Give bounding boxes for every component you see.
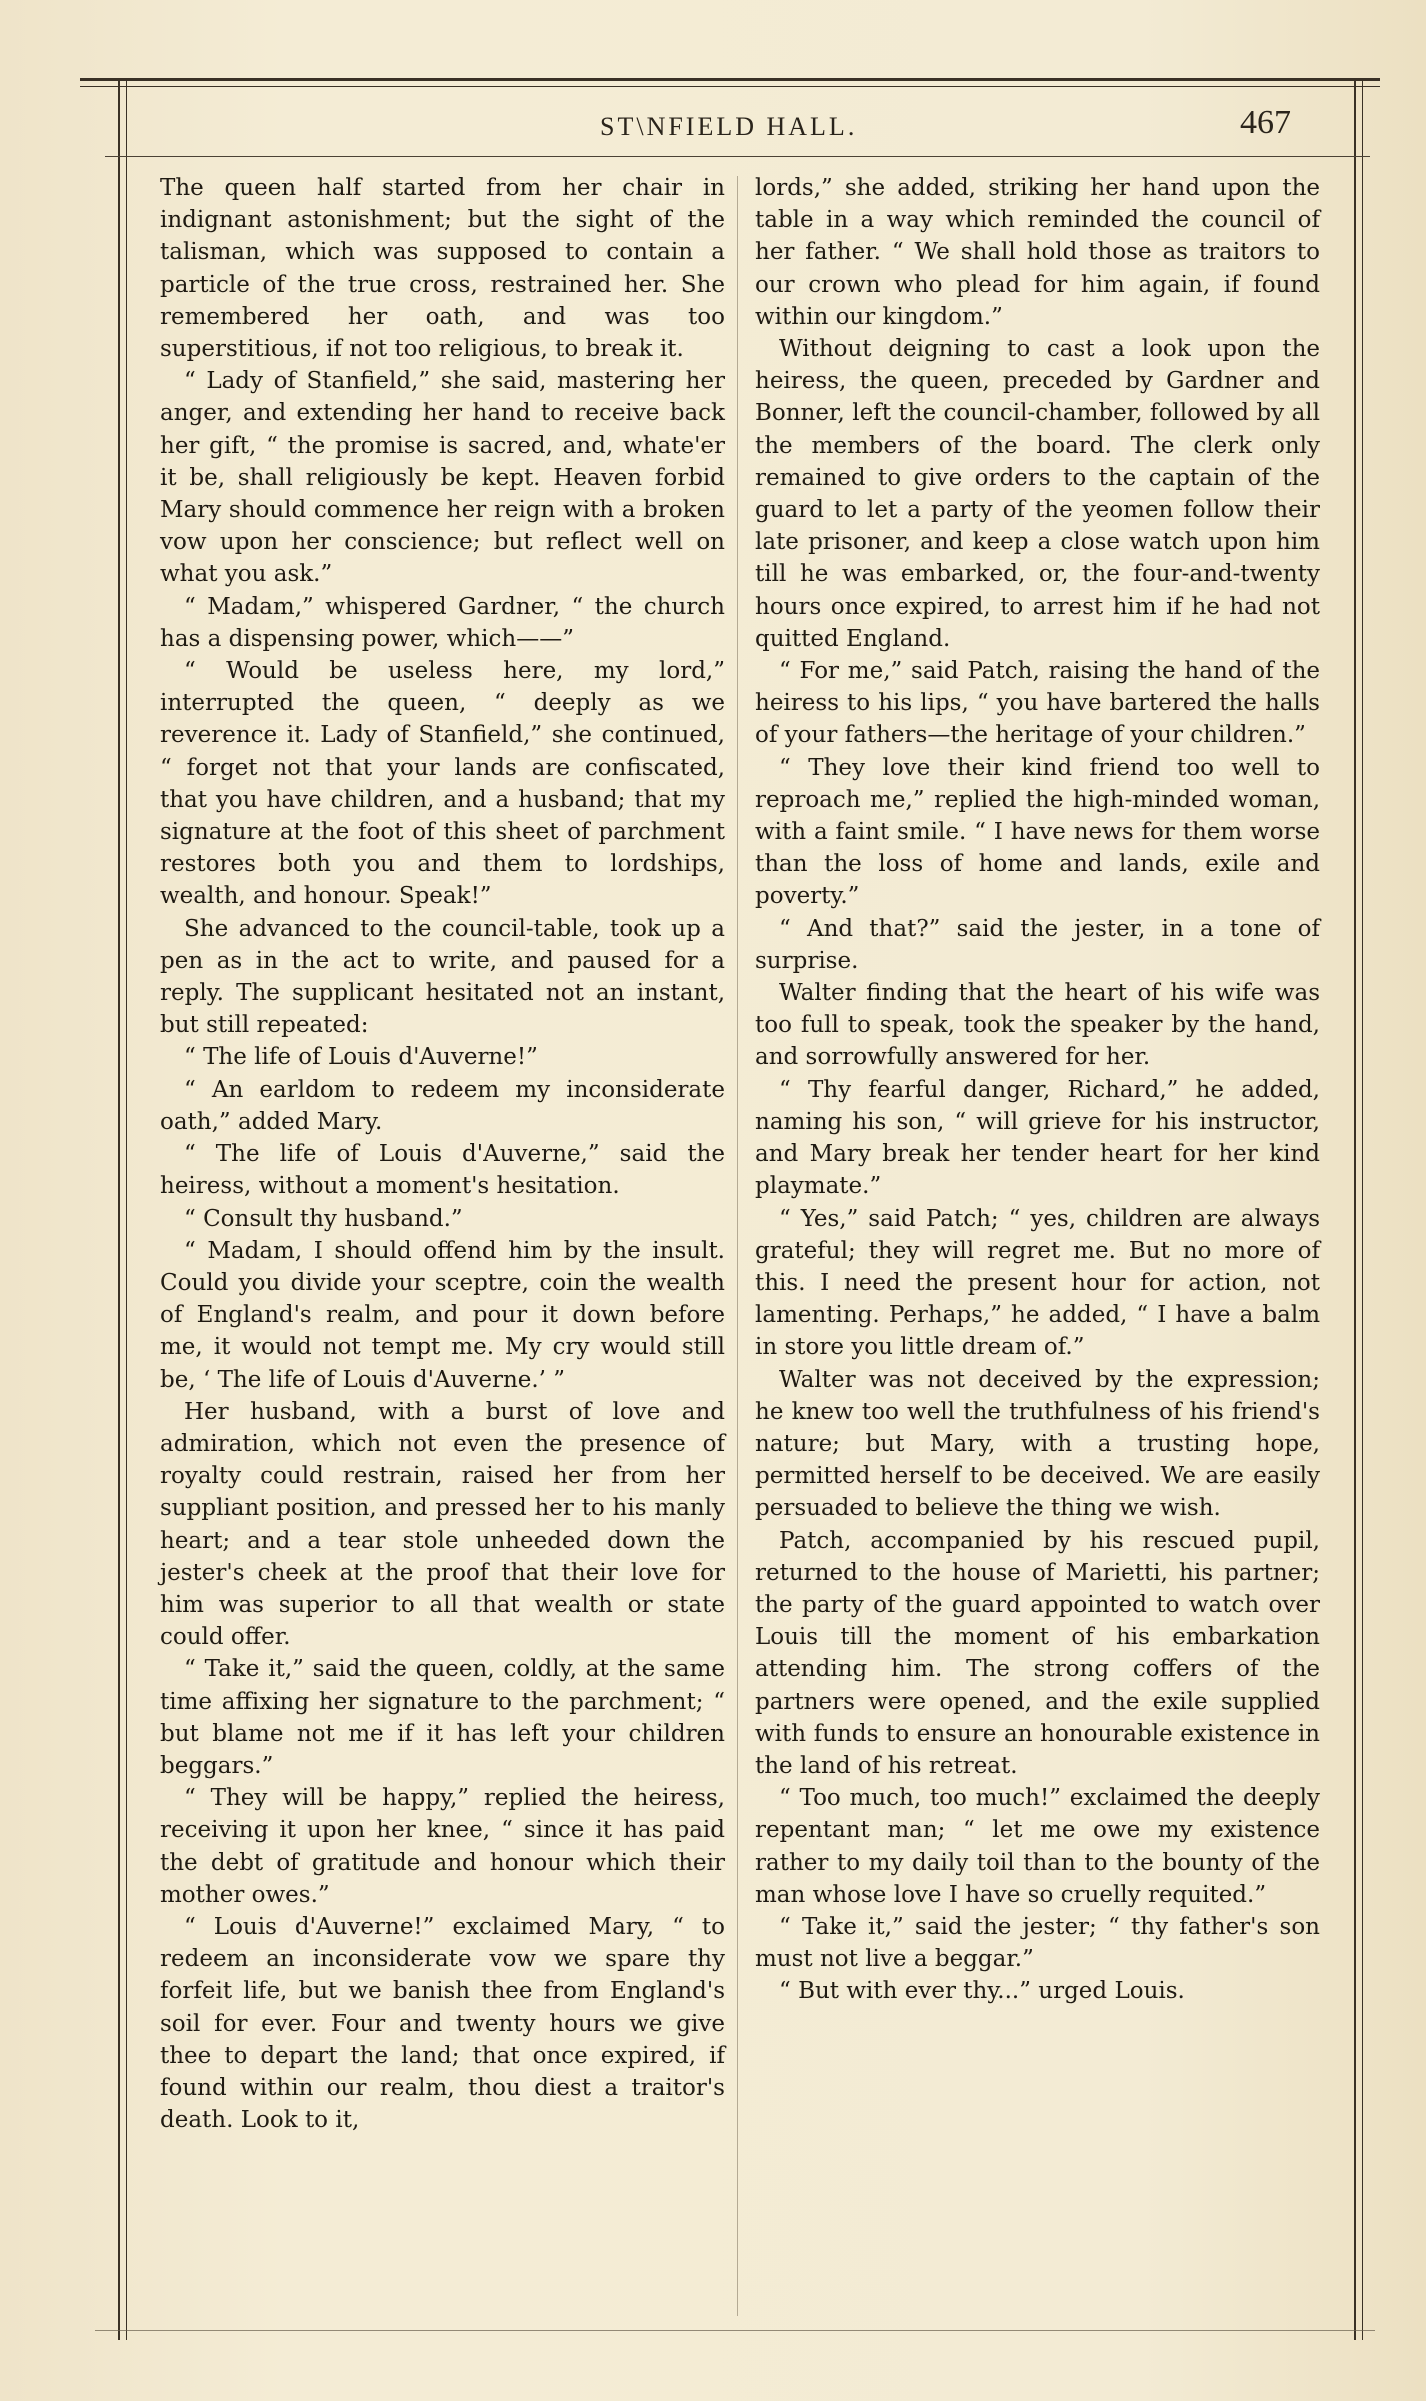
- paragraph: “ Yes,” said Patch; “ yes, children are always grateful; they will regret me. But no more of this. I need the present hour for action, not lamenting. Perhaps,” he added, “ I have a balm in store you little dream of.”: [755, 1205, 1320, 1361]
- paragraph: “ Louis d'Auverne!” exclaimed Mary, “ to redeem an inconsiderate vow we spare thy forfeit life, but we banish thee from England's soil for ever. Four and twenty hours we give thee to depart the land; that once expired, if found within our realm, thou diest a traitor's death. Look to it,: [160, 1913, 725, 2134]
- page-number: 467: [1240, 104, 1291, 141]
- paragraph: “ They will be happy,” replied the heiress, receiving it upon her knee, “ since it has paid the debt of gratitude and honour which their mother owes.”: [160, 1785, 725, 1908]
- paragraph: “ Take it,” said the queen, coldly, at the same time affixing her signature to the parchment; “ but blame not me if it has left your children beggars.”: [160, 1656, 725, 1779]
- running-title: ST\NFIELD HALL.: [600, 112, 858, 141]
- paragraph: Walter was not deceived by the expression; he knew too well the truthfulness of his friend's nature; but Mary, with a trusting hope, permitted herself to be deceived. We are easily persuaded to believe the thing we wish.: [755, 1366, 1320, 1522]
- paragraph: “ For me,” said Patch, raising the hand of the heiress to his lips, “ you have bartered the halls of your fathers—the heritage of your children.”: [755, 658, 1320, 749]
- paragraph: “ Thy fearful danger, Richard,” he added, naming his son, “ will grieve for his instructor, and Mary break her tender heart for her kind playmate.”: [755, 1076, 1320, 1200]
- paragraph: “ Too much, too much!” exclaimed the deeply repentant man; “ let me owe my existence rather to my daily toil than to the bounty of the man whose love I have so cruelly requited.”: [755, 1785, 1320, 1908]
- paragraph: lords,” she added, striking her hand upon the table in a way which reminded the council of her father. “ We shall hold those as traitors to our crown who plead for him again, if found within our kingdom.”: [755, 175, 1320, 330]
- paragraph: “ They love their kind friend too well to reproach me,” replied the high-minded woman, with a faint smile. “ I have news for them worse than the loss of home and lands, exile and poverty.”: [755, 754, 1320, 910]
- paragraph: “ Would be useless here, my lord,” interrupted the queen, “ deeply as we reverence it. Lady of Stanfield,” she continued, “ forget not that your lands are confiscated, that you have children, and a husband; that my signature at the foot of this sheet of parchment restores both you and them to lordships, wealth, and honour. Speak!”: [160, 658, 725, 910]
- left-column: [160, 172, 725, 2136]
- paragraph: The queen half started from her chair in indignant astonishment; but the sight of the talisman, which was supposed to contain a particle of the true cross, restrained her. She remembered her oath, and was too superstitious, if not too religious, to break it.: [160, 175, 725, 363]
- paragraph: “ Madam, I should offend him by the insult. Could you divide your sceptre, coin the wealth of England's realm, and pour it down before me, it would not tempt me. My cry would still be, ‘ The life of Louis d'Auverne.’ ”: [160, 1237, 725, 1393]
- paragraph: “ Madam,” whispered Gardner, “ the church has a dispensing power, which——”: [160, 593, 725, 652]
- column-divider: [737, 176, 738, 2316]
- right-border: [1354, 80, 1356, 2340]
- right-border-thin: [1362, 80, 1363, 2340]
- paragraph: She advanced to the council-table, took up a pen as in the act to write, and paused for a reply. The supplicant hesitated not an instant, but still repeated:: [160, 915, 725, 1039]
- left-border-thin: [126, 80, 127, 2340]
- paragraph: “ The life of Louis d'Auverne!”: [184, 1044, 538, 1071]
- paragraph: Walter finding that the heart of his wife was too full to speak, took the speaker by the hand, and sorrowfully answered for her.: [755, 980, 1320, 1071]
- paragraph: Patch, accompanied by his rescued pupil, returned to the house of Marietti, his partner; the party of the guard appointed to watch over Louis till the moment of his embarkation attending him. The strong coffers of the partners were opened, and the exile supplied with funds to ensure an honourable existence in the land of his retreat.: [755, 1527, 1320, 1779]
- paragraph: “ And that?” said the jester, in a tone of surprise.: [755, 915, 1320, 974]
- paragraph: Without deigning to cast a look upon the heiress, the queen, preceded by Gardner and Bonner, left the council-chamber, followed by all the members of the board. The clerk only remained to give orders to the captain of the guard to let a party of the yeomen follow their late prisoner, and keep a close watch upon him till he was embarked, or, the four-and-twenty hours once expired, to arrest him if he had not quitted England.: [755, 336, 1320, 652]
- paragraph: “ But with ever thy...” urged Louis.: [779, 1978, 1185, 2005]
- bottom-rule: [95, 2330, 1375, 2331]
- paragraph: “ Lady of Stanfield,” she said, mastering her anger, and extending her hand to receive back her gift, “ the promise is sacred, and, whate'er it be, shall religiously be kept. Heaven forbid Mary should commence her reign with a broken vow upon her conscience; but reflect well on what you ask.”: [160, 368, 725, 588]
- left-border: [118, 80, 120, 2340]
- top-rule-thin: [80, 86, 1380, 87]
- top-rule: [80, 78, 1380, 81]
- paragraph: “ Consult thy husband.”: [184, 1205, 463, 1232]
- paragraph: “ Take it,” said the jester; “ thy father's son must not live a beggar.”: [755, 1913, 1320, 1973]
- header-rule: [105, 156, 1370, 157]
- paragraph: “ An earldom to redeem my inconsiderate oath,” added Mary.: [160, 1076, 725, 1135]
- paragraph: Her husband, with a burst of love and admiration, which not even the presence of royalty could restrain, raised her from her suppliant position, and pressed her to his manly heart; and a tear stole unheeded down the jester's cheek at the proof that their love for him was superior to all that wealth or state could offer.: [160, 1398, 725, 1651]
- right-column: [755, 172, 1320, 2008]
- paragraph: “ The life of Louis d'Auverne,” said the heiress, without a moment's hesitation.: [160, 1141, 725, 1200]
